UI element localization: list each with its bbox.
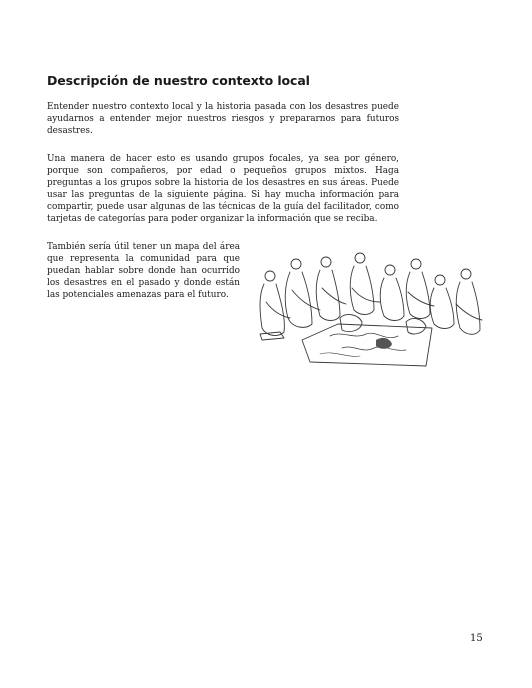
map-detail-2 <box>342 347 406 350</box>
map-detail <box>330 333 398 338</box>
section-title: Descripción de nuestro contexto local <box>47 73 310 88</box>
map-sheet <box>302 324 432 366</box>
group-around-map-sketch-icon <box>250 244 484 370</box>
paragraph-intro: Entender nuestro contexto local y la historia pasada con los desastres puede ayudarnos a entender mejor nuestros riesgos y prepararnos para futuros desastres. <box>47 102 399 136</box>
map-detail-3 <box>320 353 360 356</box>
map-blob <box>376 338 392 349</box>
paragraph-community-map: También sería útil tener un mapa del área que representa la comunidad para que puedan hablar sobre donde han ocurrido los desastres en el pasado y donde están las potenciales amenazas para el futuro. <box>47 242 240 300</box>
paragraph-focus-groups: Una manera de hacer esto es usando grupos focales, ya sea por género, porque son compañeros, por edad o pequeños grupos mixtos. Haga preguntas a los grupos sobre la historia de los desastres en sus áreas. Puede usar las preguntas de la siguiente página. Si hay mucha información para compartir, puede usar algunas de las técnicas de la guía del facilitador, como tarjetas de categorías para poder organizar la información que se reciba. <box>47 154 399 224</box>
page-number: 15 <box>470 633 483 644</box>
